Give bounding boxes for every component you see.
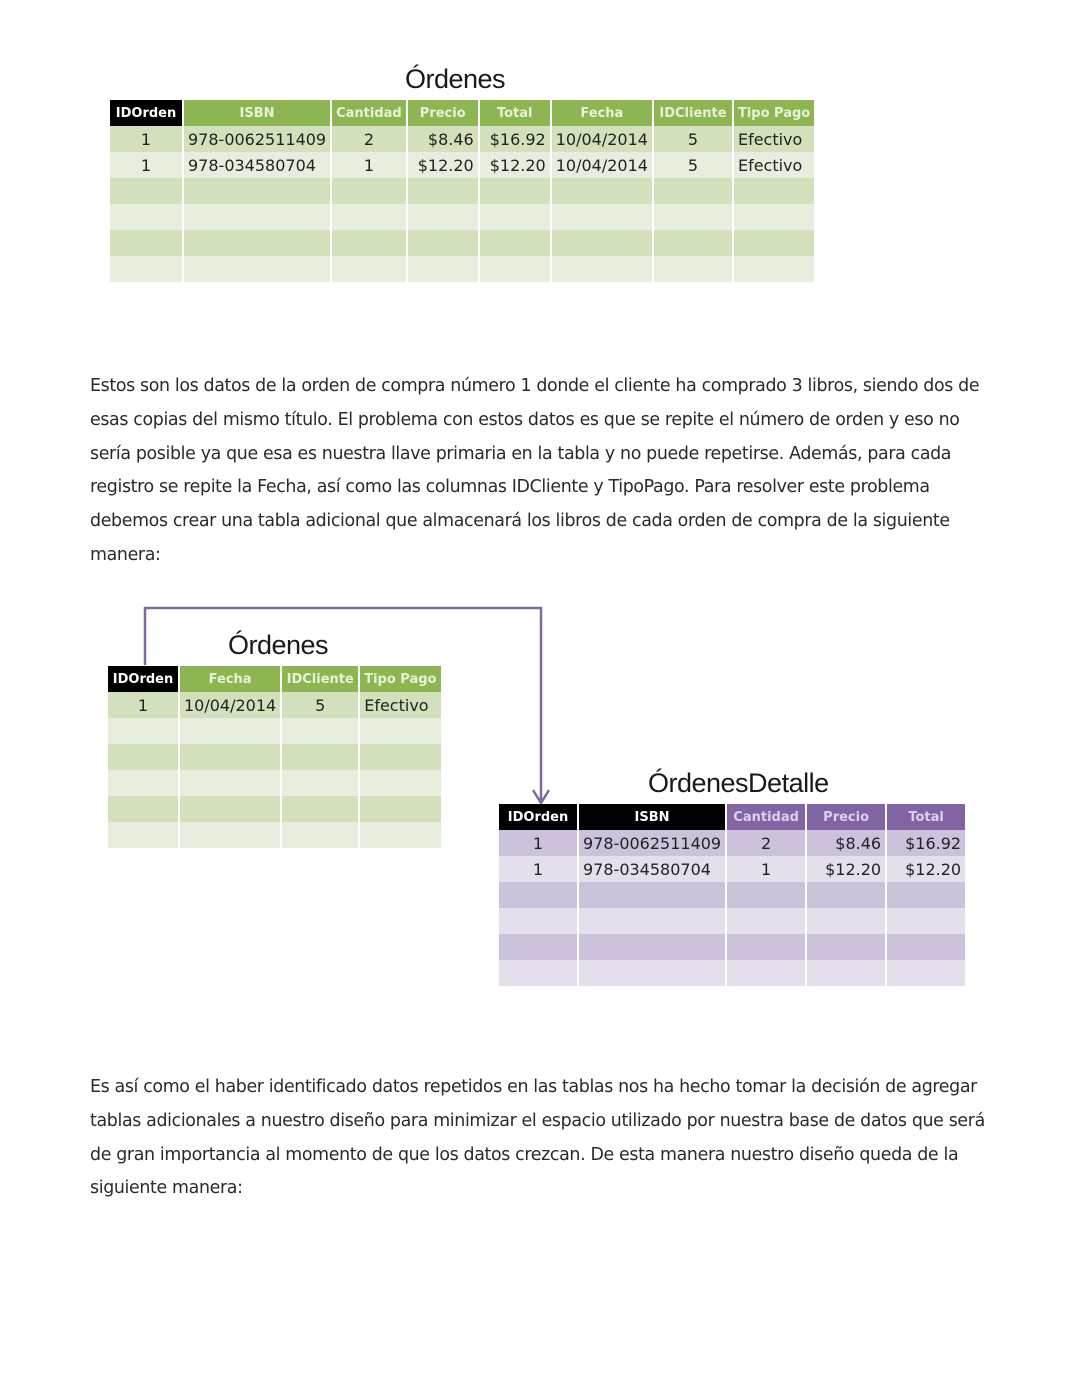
header-total: Total [887,804,965,830]
cell: 1 [108,692,178,718]
cell: 978-0062511409 [184,126,330,152]
header-cantidad: Cantidad [332,100,406,126]
cell: $16.92 [887,830,965,856]
header-idcliente: IDCliente [654,100,732,126]
paragraph-conclusion [90,1071,1000,1206]
table-row [499,856,965,882]
header-total: Total [480,100,550,126]
header-idorden: IDOrden [110,100,182,126]
cell: 10/04/2014 [552,126,652,152]
cell: Efectivo [734,152,814,178]
table-row-empty [108,770,441,796]
cell: 1 [332,152,406,178]
cell: 1 [110,126,182,152]
cell: $12.20 [408,152,478,178]
table-header-row [108,666,441,692]
cell: $12.20 [807,856,885,882]
header-idorden: IDOrden [108,666,178,692]
header-cantidad: Cantidad [727,804,805,830]
cell: 978-034580704 [579,856,725,882]
cell: 1 [727,856,805,882]
table-row-empty [108,744,441,770]
cell: $12.20 [480,152,550,178]
cell: 978-034580704 [184,152,330,178]
table-row-empty [108,718,441,744]
table-row-empty [108,796,441,822]
table-row-empty [499,934,965,960]
header-tipo-pago: Tipo Pago [734,100,814,126]
table-row-empty [499,882,965,908]
ordenes-detalle-table [497,804,967,986]
cell: 5 [282,692,358,718]
table-title-ordenes-normalized: Órdenes [228,630,329,660]
header-precio: Precio [807,804,885,830]
table-header-row [499,804,965,830]
table-title-ordenes-detalle: ÓrdenesDetalle [648,768,829,798]
paragraph-text: Es así como el haber identificado datos repetidos en las tablas nos ha hecho tomar la decisión de agregar tablas adicionales a nuestro diseño para minimizar el espacio utilizado por nuestra base de datos que será de gran importancia al momento de que los datos crezcan. De esta manera nuestro diseño queda de la siguiente manera: [90,1077,985,1199]
cell: 1 [110,152,182,178]
cell: 5 [654,126,732,152]
cell: 1 [499,830,577,856]
table-title-ordenes: Órdenes [405,64,506,94]
paragraph-text: Estos son los datos de la orden de compra número 1 donde el cliente ha comprado 3 libros, siendo dos de esas copias del mismo título. El problema con estos datos es que se repite el número de orden y eso no sería posible ya que esa es nuestra llave primaria en la tabla y no puede repetirse. Además, para cada registro se repite la Fecha, así como las columnas IDCliente y TipoPago. Para resolver este problema debemos crear una tabla adicional que almacenará los libros de cada orden de compra de la siguiente manera: [90,376,980,565]
table-row-empty [108,822,441,848]
cell: $12.20 [887,856,965,882]
table-row-empty [499,960,965,986]
cell: $8.46 [807,830,885,856]
header-isbn: ISBN [579,804,725,830]
cell: 2 [332,126,406,152]
cell: 2 [727,830,805,856]
table-row [499,830,965,856]
cell: 10/04/2014 [180,692,280,718]
header-tipo-pago: Tipo Pago [360,666,440,692]
header-isbn: ISBN [184,100,330,126]
cell: 978-0062511409 [579,830,725,856]
cell: $8.46 [408,126,478,152]
header-idorden: IDOrden [499,804,577,830]
cell: 1 [499,856,577,882]
cell: Efectivo [360,692,440,718]
cell: 10/04/2014 [552,152,652,178]
table-row-empty [499,908,965,934]
ordenes-table-normalized [106,666,443,848]
cell: 5 [654,152,732,178]
cell: $16.92 [480,126,550,152]
header-fecha: Fecha [552,100,652,126]
header-fecha: Fecha [180,666,280,692]
cell: Efectivo [734,126,814,152]
header-precio: Precio [408,100,478,126]
header-idcliente: IDCliente [282,666,358,692]
table-row [108,692,441,718]
